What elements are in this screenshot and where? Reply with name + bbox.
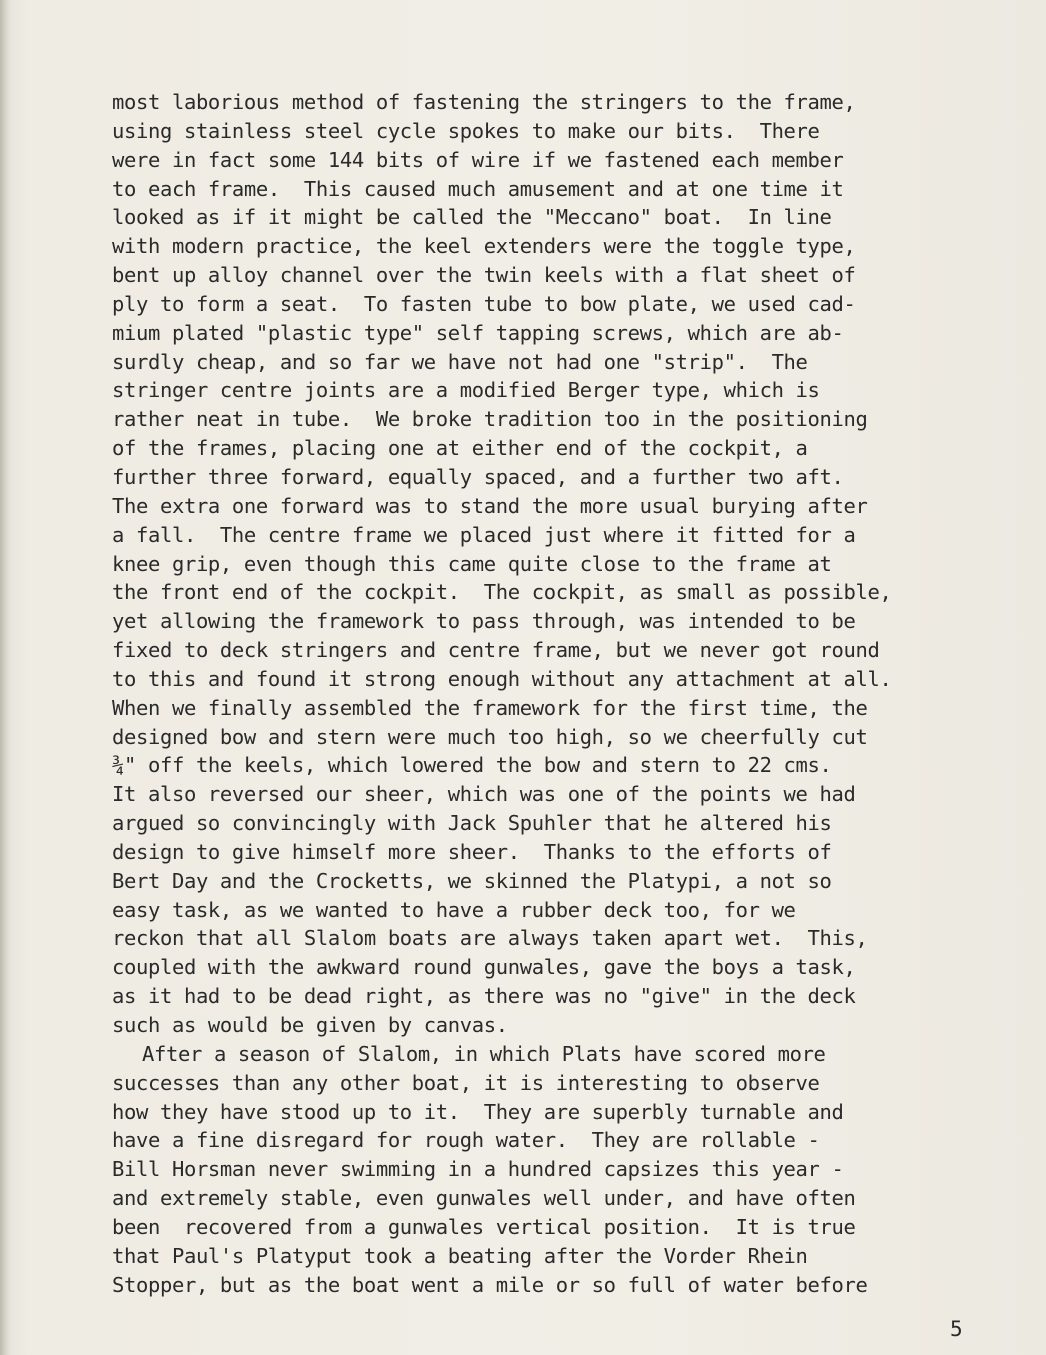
text-line: a fall. The centre frame we placed just where it fitted for a	[112, 522, 856, 547]
text-line: to this and found it strong enough without any attachment at all.	[112, 666, 892, 691]
text-line: Stopper, but as the boat went a mile or so full of water before	[112, 1272, 868, 1297]
text-line: with modern practice, the keel extenders were the toggle type,	[112, 234, 856, 259]
text-line: to each frame. This caused much amusement and at one time it	[112, 176, 844, 201]
text-line: mium plated "plastic type" self tapping screws, which are ab-	[112, 320, 844, 345]
text-line: bent up alloy channel over the twin keels with a flat sheet of	[112, 263, 856, 288]
text-line: how they have stood up to it. They are superbly turnable and	[112, 1099, 844, 1124]
text-line: using stainless steel cycle spokes to make our bits. There	[112, 118, 820, 143]
text-line: the front end of the cockpit. The cockpit, as small as possible,	[112, 580, 892, 605]
text-line: After a season of Slalom, in which Plats have scored more	[142, 1041, 826, 1066]
text-line: knee grip, even though this came quite close to the frame at	[112, 551, 832, 576]
text-line: as it had to be dead right, as there was no "give" in the deck	[112, 984, 856, 1009]
text-line: It also reversed our sheer, which was one of the points we had	[112, 782, 856, 807]
text-line: successes than any other boat, it is interesting to observe	[112, 1070, 820, 1095]
text-line: Bert Day and the Crocketts, we skinned the Platypi, a not so	[112, 868, 832, 893]
text-line: such as would be given by canvas.	[112, 1013, 508, 1037]
text-line: been recovered from a gunwales vertical position. It is true	[112, 1214, 856, 1239]
binding-edge	[0, 0, 10, 1355]
text-line: yet allowing the framework to pass through, was intended to be	[112, 609, 856, 634]
text-line: of the frames, placing one at either end of the cockpit, a	[112, 436, 808, 461]
text-line: ply to form a seat. To fasten tube to bow plate, we used cad-	[112, 291, 856, 316]
body-text	[112, 88, 1032, 1299]
text-line: The extra one forward was to stand the more usual burying after	[112, 493, 868, 518]
text-line: and extremely stable, even gunwales well under, and have often	[112, 1186, 856, 1211]
text-line: ¾" off the keels, which lowered the bow and stern to 22 cms.	[112, 753, 832, 778]
text-line: reckon that all Slalom boats are always taken apart wet. This,	[112, 926, 868, 951]
text-line: Bill Horsman never swimming in a hundred capsizes this year -	[112, 1157, 844, 1182]
page-number: 5	[950, 1317, 963, 1341]
text-line: were in fact some 144 bits of wire if we fastened each member	[112, 147, 844, 172]
text-line: that Paul's Platyput took a beating after the Vorder Rhein	[112, 1243, 808, 1268]
text-line: have a fine disregard for rough water. They are rollable -	[112, 1128, 820, 1153]
text-line: looked as if it might be called the "Meccano" boat. In line	[112, 205, 832, 230]
text-line: fixed to deck stringers and centre frame, but we never got round	[112, 638, 880, 663]
text-line: rather neat in tube. We broke tradition too in the positioning	[112, 407, 868, 432]
text-line: design to give himself more sheer. Thanks to the efforts of	[112, 839, 832, 864]
text-line: coupled with the awkward round gunwales, gave the boys a task,	[112, 955, 856, 980]
text-line: further three forward, equally spaced, and a further two aft.	[112, 464, 844, 489]
text-line: When we finally assembled the framework for the first time, the	[112, 695, 868, 720]
text-line: stringer centre joints are a modified Berger type, which is	[112, 378, 820, 403]
text-line: easy task, as we wanted to have a rubber deck too, for we	[112, 897, 796, 922]
text-line: surdly cheap, and so far we have not had one "strip". The	[112, 349, 808, 374]
text-line: argued so convincingly with Jack Spuhler that he altered his	[112, 811, 832, 836]
text-line: designed bow and stern were much too high, so we cheerfully cut	[112, 724, 868, 749]
text-line: most laborious method of fastening the stringers to the frame,	[112, 90, 856, 114]
